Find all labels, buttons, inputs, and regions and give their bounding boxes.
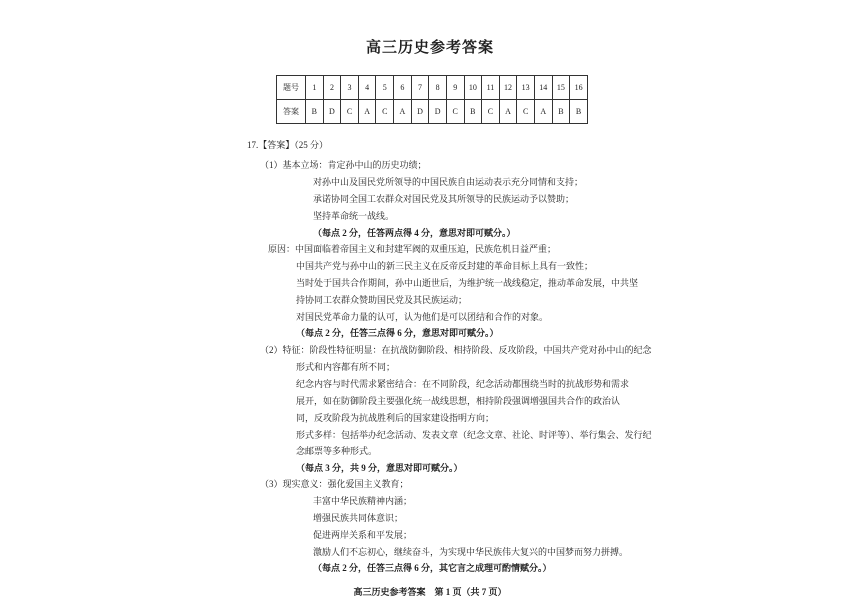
part3-scoring-note: （每点 2 分，任答三点得 6 分，其它言之成理可酌情赋分。）	[313, 563, 552, 573]
part1-stance-line: 承诺协同全国工农群众对国民党及其所领导的民族运动予以赞助；	[313, 194, 575, 204]
part2-feature-line: 纪念内容与时代需求紧密结合：在不同阶段，纪念活动都围绕当时的抗战形势和需求	[296, 379, 630, 389]
table-cell-answer: B	[552, 100, 570, 124]
table-cell-answer: B	[306, 100, 324, 124]
table-cell-number: 8	[429, 76, 447, 100]
page-footer: 高三历史参考答案 第 1 页（共 7 页）	[353, 587, 507, 597]
table-row-numbers	[277, 76, 588, 100]
part2-feature-line: 念邮票等多种形式。	[296, 446, 378, 456]
table-cell-answer: C	[341, 100, 359, 124]
table-cell-number: 12	[499, 76, 517, 100]
table-cell-number: 9	[446, 76, 464, 100]
part1-stance-scoring-note: （每点 2 分，任答两点得 4 分，意思对即可赋分。）	[313, 228, 516, 238]
part1-reason-line: 当时处于国共合作期间，孙中山逝世后，为维护统一战线稳定，推动革命发展，中共坚	[296, 278, 639, 288]
page-title: 高三历史参考答案	[365, 40, 494, 56]
table-header-answer: 答案	[277, 100, 306, 124]
part1-stance-line: 对孙中山及国民党所领导的中国民族自由运动表示充分同情和支持；	[313, 177, 584, 187]
table-cell-answer: B	[464, 100, 482, 124]
table-header-number: 题号	[277, 76, 306, 100]
part1-reason-scoring-note: （每点 2 分，任答三点得 6 分，意思对即可赋分。）	[296, 328, 499, 338]
part2-feature-line: 同，反攻阶段为抗战胜利后的国家建设指明方向；	[296, 413, 495, 423]
table-cell-answer: D	[411, 100, 429, 124]
part3-significance-line: 增强民族共同体意识；	[313, 513, 404, 523]
table-cell-number: 11	[482, 76, 500, 100]
table-cell-number: 15	[552, 76, 570, 100]
table-cell-answer: C	[482, 100, 500, 124]
table-cell-answer: C	[517, 100, 535, 124]
table-row-answers	[277, 100, 588, 124]
part2-feature-line: 展开，如在防御阶段主要强化统一战线思想，相持阶段强调增强国共合作的政治认	[296, 396, 621, 406]
table-cell-number: 4	[358, 76, 376, 100]
part3-significance-line: 激励人们不忘初心，继续奋斗，为实现中华民族伟大复兴的中国梦而努力拼搏。	[313, 547, 629, 557]
table-cell-number: 1	[306, 76, 324, 100]
table-cell-answer: A	[358, 100, 376, 124]
question-heading: 17.【答案】（25 分）	[247, 140, 329, 150]
part1-stance-line: 坚持革命统一战线。	[313, 211, 395, 221]
table-cell-answer: D	[429, 100, 447, 124]
table-cell-number: 2	[323, 76, 341, 100]
part2-feature-line: 形式和内容都有所不同；	[296, 362, 396, 372]
answer-table	[276, 75, 588, 124]
part2-feature-line: 形式多样：包括举办纪念活动、发表文章（纪念文章、社论、时评等）、举行集会、发行纪	[296, 430, 652, 440]
part1-stance-line: （1）基本立场：肯定孙中山的历史功绩；	[260, 160, 427, 170]
table-cell-number: 3	[341, 76, 359, 100]
part1-reason-line: 对国民党革命力量的认可，认为他们是可以团结和合作的对象。	[296, 312, 549, 322]
part1-reason-line: 中国共产党与孙中山的新三民主义在反帝反封建的革命目标上具有一致性；	[296, 261, 594, 271]
part1-reason-line: 原因：中国面临着帝国主义和封建军阀的双重压迫，民族危机日益严重；	[268, 244, 557, 254]
table-cell-number: 13	[517, 76, 535, 100]
table-cell-answer: A	[534, 100, 552, 124]
part3-significance-line: （3）现实意义：强化爱国主义教育；	[260, 479, 409, 489]
table-cell-answer: A	[394, 100, 412, 124]
table-cell-answer: D	[323, 100, 341, 124]
part3-significance-line: 丰富中华民族精神内涵；	[313, 496, 413, 506]
table-cell-number: 5	[376, 76, 394, 100]
part3-significance-line: 促进两岸关系和平发展；	[313, 530, 413, 540]
table-cell-number: 14	[534, 76, 552, 100]
part2-scoring-note: （每点 3 分，共 9 分，意思对即可赋分。）	[296, 463, 463, 473]
part1-reason-line: 持协同工农群众赞助国民党及其民族运动；	[296, 295, 468, 305]
table-cell-answer: B	[570, 100, 588, 124]
table-cell-number: 7	[411, 76, 429, 100]
table-cell-number: 16	[570, 76, 588, 100]
part2-feature-line: （2）特征：阶段性特征明显：在抗战防御阶段、相持阶段、反攻阶段，中国共产党对孙中山的纪念	[260, 345, 652, 355]
table-cell-answer: A	[499, 100, 517, 124]
table-cell-answer: C	[446, 100, 464, 124]
table-cell-number: 6	[394, 76, 412, 100]
table-cell-answer: C	[376, 100, 394, 124]
table-cell-number: 10	[464, 76, 482, 100]
